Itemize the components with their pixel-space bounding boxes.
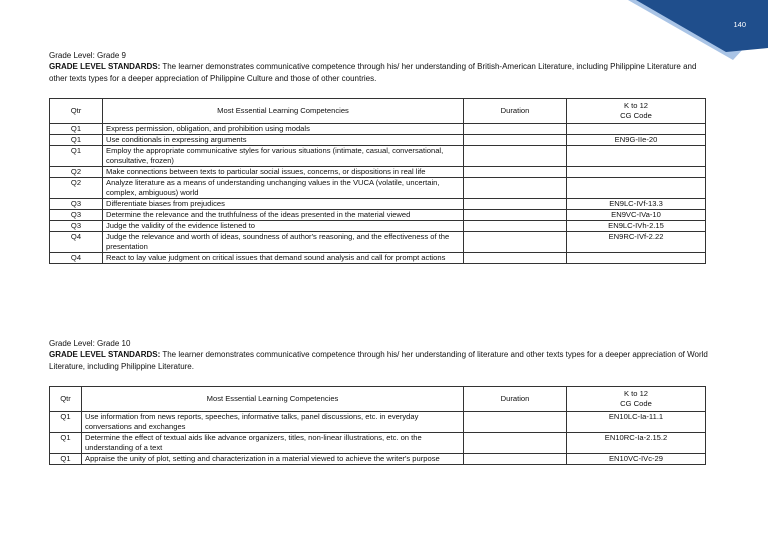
cell-competency: Judge the relevance and worth of ideas, soundness of author's reasoning, and the effectiveness of the presentation: [103, 232, 464, 253]
table-row: [50, 167, 706, 178]
cell-competency: Appraise the unity of plot, setting and characterization in a material viewed to achieve the writer's purpose: [82, 454, 464, 465]
cell-competency: Express permission, obligation, and prohibition using modals: [103, 124, 464, 135]
table-row: [50, 124, 706, 135]
cell-competency: Use information from news reports, speeches, informative talks, panel discussions, etc. in everyday conversations and exchanges: [82, 412, 464, 433]
cell-code: EN10LC-Ia-11.1: [567, 412, 706, 433]
header-duration: Duration: [464, 99, 567, 124]
table-row: [50, 146, 706, 167]
cell-competency: Determine the effect of textual aids like advance organizers, titles, non-linear illustrations, etc. on the understanding of a text: [82, 433, 464, 454]
cell-duration: [464, 253, 567, 264]
page-number: 140: [733, 20, 746, 29]
grade10-table-wrap: [49, 386, 709, 465]
cell-code: EN9LC-IVf-13.3: [567, 199, 706, 210]
cell-code: EN9RC-IVf-2.22: [567, 232, 706, 253]
cell-competency: Employ the appropriate communicative styles for various situations (intimate, casual, conversational, consultative, frozen): [103, 146, 464, 167]
table-row: [50, 221, 706, 232]
grade9-table-wrap: [49, 98, 709, 264]
header-competency: Most Essential Learning Competencies: [82, 387, 464, 412]
cell-duration: [464, 221, 567, 232]
cell-duration: [464, 232, 567, 253]
header-code: K to 12 CG Code: [567, 387, 706, 412]
table-row: [50, 412, 706, 433]
grade10-section: [49, 338, 709, 373]
cell-qtr: Q1: [50, 146, 103, 167]
cell-qtr: Q4: [50, 253, 103, 264]
grade9-level: Grade Level: Grade 9: [49, 51, 126, 60]
cell-qtr: Q3: [50, 221, 103, 232]
table-row: [50, 232, 706, 253]
cell-competency: Use conditionals in expressing arguments: [103, 135, 464, 146]
header-qtr: Qtr: [50, 99, 103, 124]
cell-duration: [464, 412, 567, 433]
cell-code: [567, 178, 706, 199]
header-code: K to 12 CG Code: [567, 99, 706, 124]
cell-competency: Differentiate biases from prejudices: [103, 199, 464, 210]
cell-duration: [464, 454, 567, 465]
table-row: [50, 433, 706, 454]
cell-competency: React to lay value judgment on critical issues that demand sound analysis and call for prompt actions: [103, 253, 464, 264]
cell-code: [567, 124, 706, 135]
cell-qtr: Q2: [50, 167, 103, 178]
cell-duration: [464, 124, 567, 135]
grade10-table: [49, 386, 706, 465]
table-header-row: [50, 99, 706, 124]
cell-duration: [464, 135, 567, 146]
table-row: [50, 178, 706, 199]
cell-code: EN9VC-IVa-10: [567, 210, 706, 221]
table-row: [50, 135, 706, 146]
cell-competency: Make connections between texts to particular social issues, concerns, or dispositions in real life: [103, 167, 464, 178]
grade9-table: [49, 98, 706, 264]
cell-qtr: Q1: [50, 454, 82, 465]
cell-code: [567, 253, 706, 264]
cell-competency: Analyze literature as a means of understanding unchanging values in the VUCA (volatile, uncertain, complex, ambiguous) world: [103, 178, 464, 199]
header-competency: Most Essential Learning Competencies: [103, 99, 464, 124]
cell-qtr: Q1: [50, 124, 103, 135]
cell-duration: [464, 210, 567, 221]
table-header-row: [50, 387, 706, 412]
cell-qtr: Q4: [50, 232, 103, 253]
cell-qtr: Q2: [50, 178, 103, 199]
cell-code: EN10RC-Ia-2.15.2: [567, 433, 706, 454]
table-row: [50, 199, 706, 210]
cell-code: EN10VC-IVc-29: [567, 454, 706, 465]
header-duration: Duration: [464, 387, 567, 412]
cell-qtr: Q1: [50, 412, 82, 433]
cell-code: EN9LC-IVh-2.15: [567, 221, 706, 232]
cell-duration: [464, 199, 567, 210]
grade10-level: Grade Level: Grade 10: [49, 339, 131, 348]
header-qtr: Qtr: [50, 387, 82, 412]
cell-competency: Judge the validity of the evidence listened to: [103, 221, 464, 232]
table-row: [50, 253, 706, 264]
cell-competency: Determine the relevance and the truthfulness of the ideas presented in the material viewed: [103, 210, 464, 221]
cell-code: [567, 146, 706, 167]
cell-code: [567, 167, 706, 178]
grade10-standards: GRADE LEVEL STANDARDS: The learner demonstrates communicative competence through his/ her understanding of literature and other texts types for a deeper appreciation of World Literature, including Philippine Literature.: [49, 350, 708, 371]
cell-duration: [464, 167, 567, 178]
cell-qtr: Q3: [50, 210, 103, 221]
cell-duration: [464, 433, 567, 454]
cell-duration: [464, 178, 567, 199]
cell-qtr: Q1: [50, 135, 103, 146]
cell-code: EN9G-IIe-20: [567, 135, 706, 146]
cell-duration: [464, 146, 567, 167]
table-row: [50, 454, 706, 465]
grade9-standards: GRADE LEVEL STANDARDS: The learner demonstrates communicative competence through his/ her understanding of British-American Literature, including Philippine Literature and other texts types for a deeper appreciation of Philippine Culture and those of other countries.: [49, 62, 697, 83]
table-row: [50, 210, 706, 221]
cell-qtr: Q1: [50, 433, 82, 454]
grade9-section: [49, 50, 709, 85]
grade10-table-body: [50, 412, 706, 465]
cell-qtr: Q3: [50, 199, 103, 210]
grade9-table-body: [50, 124, 706, 264]
